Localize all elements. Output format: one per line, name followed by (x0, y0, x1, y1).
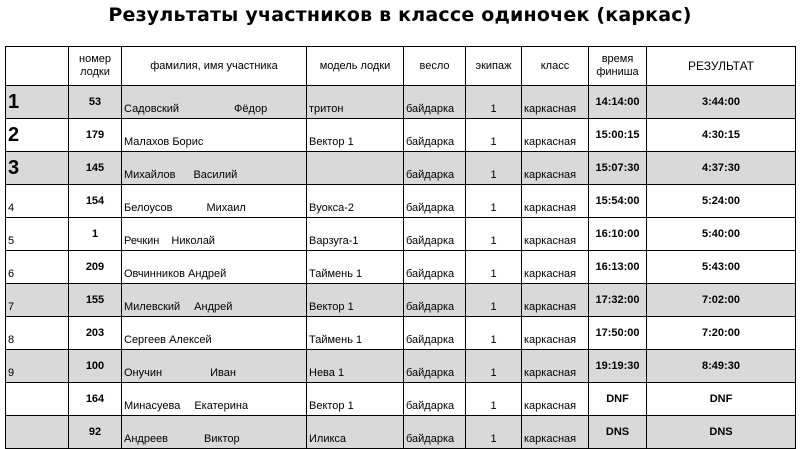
header-oar: весло (404, 47, 466, 86)
participant-surname: Малахов Борис (124, 136, 204, 148)
table-row (6, 152, 796, 185)
boat-number-cell: 92 (69, 416, 122, 449)
header-name: фамилия, имя участника (122, 47, 307, 86)
result-cell: 4:37:30 (647, 152, 796, 185)
table-row (6, 317, 796, 350)
participant-first-name: Иван (210, 367, 236, 379)
participant-name-cell (122, 152, 307, 185)
oar-cell: байдарка (404, 383, 466, 416)
boat-number-cell: 100 (69, 350, 122, 383)
boat-number-cell: 145 (69, 152, 122, 185)
participant-surname: Онучин (124, 367, 163, 379)
place-cell: 5 (6, 218, 69, 251)
page-title: Результаты участников в классе одиночек (каркас) (108, 4, 692, 26)
participant-surname: Михайлов (124, 169, 176, 181)
place-cell (6, 416, 69, 449)
participant-first-name: Екатерина (194, 400, 249, 412)
boat-model-cell: тритон (307, 86, 404, 119)
boat-model-cell: Таймень 1 (307, 317, 404, 350)
header-crew: экипаж (466, 47, 522, 86)
boat-model-cell: Таймень 1 (307, 251, 404, 284)
table-row (6, 251, 796, 284)
finish-time-cell: DNF (589, 383, 647, 416)
boat-number-cell: 53 (69, 86, 122, 119)
oar-cell: байдарка (404, 284, 466, 317)
result-cell: 7:02:00 (647, 284, 796, 317)
crew-cell: 1 (466, 284, 522, 317)
oar-cell: байдарка (404, 119, 466, 152)
boat-model-cell: Вектор 1 (307, 284, 404, 317)
boat-model-cell: Вектор 1 (307, 119, 404, 152)
result-cell: 3:44:00 (647, 86, 796, 119)
boat-model-cell: Варзуга-1 (307, 218, 404, 251)
oar-cell: байдарка (404, 251, 466, 284)
class-cell: каркасная (522, 317, 589, 350)
class-cell: каркасная (522, 350, 589, 383)
header-finish-line1: время (601, 53, 634, 65)
place-cell: 8 (6, 317, 69, 350)
participant-first-name: Фёдор (234, 103, 268, 115)
header-row (6, 47, 796, 86)
place-cell: 4 (6, 185, 69, 218)
participant-surname: Садовский (124, 103, 180, 115)
participant-first-name: Виктор (204, 433, 240, 445)
finish-time-cell: 14:14:00 (589, 86, 647, 119)
header-boat-number-line2: лодки (80, 66, 110, 78)
table-row (6, 218, 796, 251)
participant-name-cell (122, 416, 307, 449)
boat-model-cell: Вуокса-2 (307, 185, 404, 218)
place-cell (6, 383, 69, 416)
place-cell: 1 (6, 86, 69, 119)
table-row (6, 86, 796, 119)
finish-time-cell: 16:10:00 (589, 218, 647, 251)
class-cell: каркасная (522, 185, 589, 218)
result-cell: 7:20:00 (647, 317, 796, 350)
finish-time-cell: 17:50:00 (589, 317, 647, 350)
crew-cell: 1 (466, 416, 522, 449)
boat-number-cell: 154 (69, 185, 122, 218)
participant-first-name: Николай (171, 235, 215, 247)
class-cell: каркасная (522, 119, 589, 152)
boat-model-cell: Нева 1 (307, 350, 404, 383)
result-cell: 8:49:30 (647, 350, 796, 383)
class-cell: каркасная (522, 251, 589, 284)
oar-cell: байдарка (404, 416, 466, 449)
finish-time-cell: 19:19:30 (589, 350, 647, 383)
header-result: РЕЗУЛЬТАТ (647, 47, 796, 86)
participant-surname: Андреев (124, 433, 169, 445)
result-cell: 5:43:00 (647, 251, 796, 284)
header-model: модель лодки (307, 47, 404, 86)
boat-number-cell: 164 (69, 383, 122, 416)
participant-name-cell (122, 350, 307, 383)
place-cell: 2 (6, 119, 69, 152)
oar-cell: байдарка (404, 152, 466, 185)
finish-time-cell: DNS (589, 416, 647, 449)
participant-surname: Белоусов (124, 202, 173, 214)
oar-cell: байдарка (404, 350, 466, 383)
header-place (6, 47, 69, 86)
oar-cell: байдарка (404, 185, 466, 218)
class-cell: каркасная (522, 416, 589, 449)
result-cell: DNF (647, 383, 796, 416)
boat-number-cell: 209 (69, 251, 122, 284)
participant-first-name: Андрей (194, 301, 233, 313)
participant-name-cell (122, 317, 307, 350)
boat-number-cell: 155 (69, 284, 122, 317)
result-cell: 5:24:00 (647, 185, 796, 218)
table-row (6, 383, 796, 416)
boat-model-cell: Иликса (307, 416, 404, 449)
result-cell: DNS (647, 416, 796, 449)
boat-number-cell: 203 (69, 317, 122, 350)
crew-cell: 1 (466, 86, 522, 119)
participant-first-name: Михаил (206, 202, 246, 214)
finish-time-cell: 15:00:15 (589, 119, 647, 152)
finish-time-cell: 15:54:00 (589, 185, 647, 218)
class-cell: каркасная (522, 152, 589, 185)
participant-name-cell (122, 86, 307, 119)
crew-cell: 1 (466, 152, 522, 185)
participant-surname: Овчинников Андрей (124, 268, 227, 280)
boat-model-cell (307, 152, 404, 185)
crew-cell: 1 (466, 317, 522, 350)
participant-name-cell (122, 284, 307, 317)
boat-number-cell: 179 (69, 119, 122, 152)
participant-name-cell (122, 218, 307, 251)
result-cell: 4:30:15 (647, 119, 796, 152)
place-cell: 6 (6, 251, 69, 284)
finish-time-cell: 16:13:00 (589, 251, 647, 284)
crew-cell: 1 (466, 251, 522, 284)
boat-number-cell: 1 (69, 218, 122, 251)
participant-name-cell (122, 119, 307, 152)
participant-surname: Речкин (124, 235, 160, 247)
place-cell: 9 (6, 350, 69, 383)
participant-name-cell (122, 185, 307, 218)
boat-model-cell: Вектор 1 (307, 383, 404, 416)
header-finish-line2: финиша (596, 66, 639, 78)
participant-name-cell (122, 383, 307, 416)
crew-cell: 1 (466, 383, 522, 416)
finish-time-cell: 15:07:30 (589, 152, 647, 185)
result-cell: 5:40:00 (647, 218, 796, 251)
participant-name-cell (122, 251, 307, 284)
participant-first-name: Василий (193, 169, 238, 181)
header-boat-number (69, 47, 122, 86)
class-cell: каркасная (522, 218, 589, 251)
table-row (6, 350, 796, 383)
class-cell: каркасная (522, 86, 589, 119)
oar-cell: байдарка (404, 86, 466, 119)
table-row (6, 185, 796, 218)
table-row (6, 416, 796, 449)
place-cell: 3 (6, 152, 69, 185)
header-class: класс (522, 47, 589, 86)
header-finish (589, 47, 647, 86)
oar-cell: байдарка (404, 218, 466, 251)
crew-cell: 1 (466, 350, 522, 383)
participant-surname: Милевский (124, 301, 181, 313)
table-row (6, 119, 796, 152)
crew-cell: 1 (466, 218, 522, 251)
finish-time-cell: 17:32:00 (589, 284, 647, 317)
crew-cell: 1 (466, 119, 522, 152)
header-boat-number-line1: номер (79, 53, 111, 65)
class-cell: каркасная (522, 383, 589, 416)
class-cell: каркасная (522, 284, 589, 317)
participant-surname: Сергеев Алексей (124, 334, 212, 346)
crew-cell: 1 (466, 185, 522, 218)
participant-surname: Минасуева (124, 400, 181, 412)
place-cell: 7 (6, 284, 69, 317)
results-table (5, 46, 796, 449)
table-row (6, 284, 796, 317)
oar-cell: байдарка (404, 317, 466, 350)
